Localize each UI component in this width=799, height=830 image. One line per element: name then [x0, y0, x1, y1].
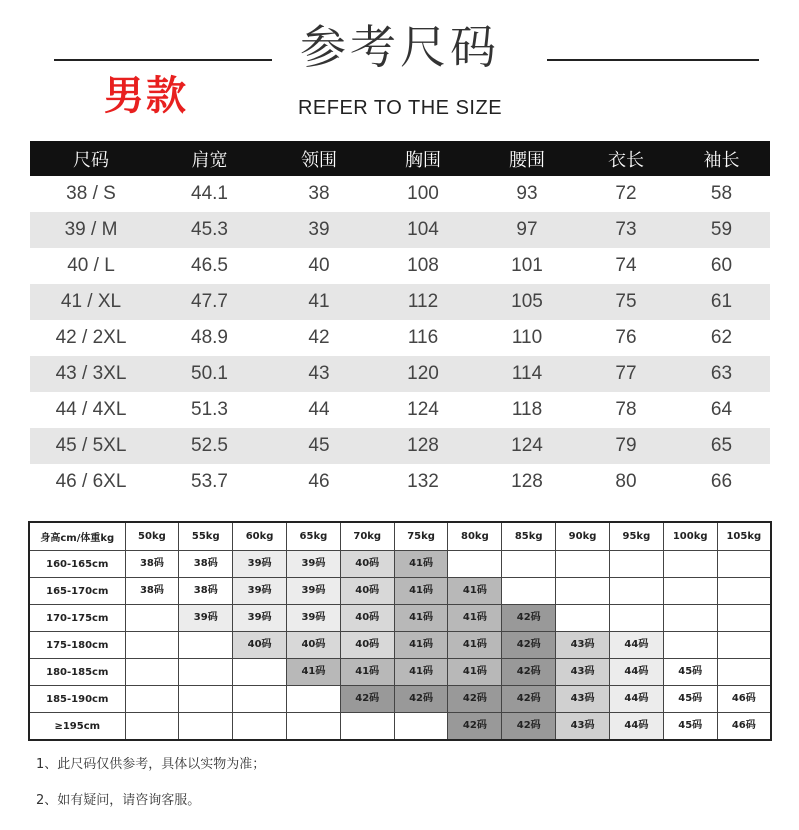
- size-cell: [340, 659, 394, 686]
- table-row: [30, 284, 770, 320]
- size-code: 43码: [556, 686, 609, 712]
- size-code: [664, 605, 717, 631]
- table-cell: 42: [308, 327, 330, 348]
- size-cell: [394, 632, 448, 659]
- size-cell: [233, 605, 287, 632]
- size-cell: [663, 605, 717, 632]
- table-cell: 73: [579, 212, 673, 248]
- weight-header: 75kg: [394, 522, 448, 551]
- table-cell: 43: [267, 356, 371, 392]
- size-code: [233, 659, 286, 685]
- column-header: 腰围: [475, 141, 579, 176]
- table-cell: 114: [475, 356, 579, 392]
- size-code: 41码: [395, 551, 448, 577]
- size-cell: [179, 632, 233, 659]
- size-code: 39码: [179, 605, 232, 631]
- size-code: [448, 551, 501, 577]
- size-code: [718, 632, 770, 658]
- table-row: [30, 392, 770, 428]
- size-cell: [448, 578, 502, 605]
- size-code: [179, 686, 232, 712]
- table-cell: 60: [710, 255, 733, 276]
- table-cell: 75: [579, 284, 673, 320]
- size-cell: [125, 632, 179, 659]
- table-cell: 44 / 4XL: [55, 399, 127, 420]
- height-label: 175-180cm: [29, 632, 125, 659]
- table-cell: 40: [308, 255, 330, 276]
- size-code: 44码: [610, 659, 663, 685]
- size-code: 41码: [448, 578, 501, 604]
- table-cell: 101: [511, 255, 543, 276]
- table-cell: 132: [407, 471, 439, 492]
- size-cell: [286, 605, 340, 632]
- corner-header: 身高cm/体重kg: [29, 522, 125, 551]
- size-cell: [717, 713, 771, 741]
- weight-header: 55kg: [179, 522, 233, 551]
- size-code: 40码: [233, 632, 286, 658]
- size-code: 41码: [395, 632, 448, 658]
- table-cell: 108: [407, 255, 439, 276]
- size-code: [179, 632, 232, 658]
- size-cell: [394, 713, 448, 741]
- size-cell: [286, 686, 340, 713]
- size-cell: [448, 659, 502, 686]
- table-row: [29, 713, 771, 741]
- size-code: 40码: [341, 632, 394, 658]
- table-cell: 118: [511, 399, 543, 420]
- size-cell: [179, 713, 233, 741]
- size-cell: [125, 605, 179, 632]
- size-cell: [179, 605, 233, 632]
- size-cell: [286, 659, 340, 686]
- size-code: 39码: [233, 578, 286, 604]
- notes: [36, 758, 265, 830]
- size-code: [395, 713, 448, 739]
- size-cell: [448, 713, 502, 741]
- size-code: 41码: [448, 659, 501, 685]
- table-cell: 65: [673, 428, 770, 464]
- weight-header: 50kg: [125, 522, 179, 551]
- size-cell: [556, 551, 610, 578]
- table-cell: 47.7: [152, 284, 267, 320]
- note-item: 1、此尺码仅供参考，具体以实物为准；: [36, 757, 266, 772]
- table-row: [29, 632, 771, 659]
- size-cell: [717, 659, 771, 686]
- size-code: [718, 659, 770, 685]
- table-row: [29, 605, 771, 632]
- size-cell: [448, 605, 502, 632]
- size-cell: [609, 686, 663, 713]
- size-cell: [502, 605, 556, 632]
- table-cell: 50.1: [152, 356, 267, 392]
- table-cell: 116: [407, 327, 439, 348]
- size-code: [126, 632, 179, 658]
- size-cell: [394, 578, 448, 605]
- size-cell: [717, 578, 771, 605]
- size-cell: [556, 578, 610, 605]
- size-code: [664, 578, 717, 604]
- column-header: 衣长: [579, 141, 673, 176]
- size-code: 42码: [502, 713, 555, 739]
- size-cell: [233, 659, 287, 686]
- page-subtitle: REFER TO THE SIZE: [297, 97, 503, 119]
- size-code: 42码: [502, 659, 555, 685]
- table-row: [30, 176, 770, 212]
- table-row: [29, 578, 771, 605]
- size-cell: [609, 578, 663, 605]
- size-code: [126, 713, 179, 739]
- table-cell: 77: [579, 356, 673, 392]
- table-cell: 58: [710, 183, 733, 204]
- size-code: 45码: [678, 693, 703, 704]
- size-code: 44码: [610, 713, 663, 739]
- height-label: 180-185cm: [29, 659, 125, 686]
- table-cell: 66: [710, 471, 733, 492]
- size-cell: [125, 659, 179, 686]
- size-cell: [125, 686, 179, 713]
- table-cell: 74: [615, 255, 637, 276]
- size-cell: [394, 551, 448, 578]
- table-cell: 97: [475, 212, 579, 248]
- size-cell: [502, 578, 556, 605]
- size-cell: [340, 551, 394, 578]
- size-cell: [179, 659, 233, 686]
- size-code: 41码: [395, 605, 448, 631]
- column-header: 尺码: [30, 141, 152, 176]
- size-code: [233, 713, 286, 739]
- table-cell: 63: [673, 356, 770, 392]
- size-cell: [448, 686, 502, 713]
- table-cell: 44.1: [191, 183, 228, 204]
- table-cell: 42 / 2XL: [55, 327, 127, 348]
- weight-header: 90kg: [556, 522, 610, 551]
- size-cell: [663, 659, 717, 686]
- table-cell: 45: [267, 428, 371, 464]
- size-cell: [286, 578, 340, 605]
- size-code: 46码: [731, 693, 756, 704]
- size-cell: [394, 686, 448, 713]
- table-cell: 44: [308, 399, 330, 420]
- table-row: [30, 428, 770, 464]
- table-cell: 45 / 5XL: [30, 428, 152, 464]
- size-code: 44码: [610, 632, 663, 658]
- size-code: 39码: [287, 578, 340, 604]
- size-cell: [340, 713, 394, 741]
- column-header: 领围: [267, 141, 371, 176]
- size-cell: [663, 578, 717, 605]
- size-code: [610, 605, 663, 631]
- size-cell: [663, 686, 717, 713]
- table-cell: 38: [308, 183, 330, 204]
- weight-height-table: [28, 521, 772, 741]
- size-code: 39码: [287, 605, 340, 631]
- table-cell: 46.5: [191, 255, 228, 276]
- size-code: 38码: [193, 585, 218, 596]
- size-code: 42码: [341, 686, 394, 712]
- table-row: [29, 659, 771, 686]
- weight-header: 65kg: [286, 522, 340, 551]
- table-cell: 38 / S: [66, 183, 116, 204]
- table-cell: 104: [371, 212, 475, 248]
- size-code: 45码: [678, 666, 703, 677]
- table-row: [29, 686, 771, 713]
- weight-header: 105kg: [717, 522, 771, 551]
- table-cell: 53.7: [191, 471, 228, 492]
- size-cell: [286, 551, 340, 578]
- size-code: 42码: [395, 686, 448, 712]
- size-cell: [502, 713, 556, 741]
- size-cell: [340, 632, 394, 659]
- size-cell: [125, 713, 179, 741]
- height-label: 165-170cm: [29, 578, 125, 605]
- weight-header: 70kg: [340, 522, 394, 551]
- table-cell: 41: [267, 284, 371, 320]
- table-cell: 76: [615, 327, 637, 348]
- height-label: 170-175cm: [29, 605, 125, 632]
- table-cell: 120: [371, 356, 475, 392]
- table-cell: 128: [511, 471, 543, 492]
- page-title: 参考尺码: [300, 20, 500, 74]
- size-code: 44码: [610, 686, 663, 712]
- size-cell: [663, 632, 717, 659]
- size-code: 43码: [556, 632, 609, 658]
- size-cell: [448, 551, 502, 578]
- size-code: 39码: [287, 551, 340, 577]
- column-header: 肩宽: [152, 141, 267, 176]
- size-cell: [286, 713, 340, 741]
- size-cell: [717, 551, 771, 578]
- size-code: [179, 659, 232, 685]
- size-cell: [717, 632, 771, 659]
- table-cell: 64: [710, 399, 733, 420]
- size-cell: [663, 551, 717, 578]
- size-code: 43码: [556, 713, 609, 739]
- table-row: [30, 320, 770, 356]
- table-cell: 59: [673, 212, 770, 248]
- table-row: [30, 212, 770, 248]
- size-code: [718, 605, 770, 631]
- table-row: [30, 356, 770, 392]
- table-cell: 72: [615, 183, 637, 204]
- size-cell: [179, 578, 233, 605]
- size-code: [502, 551, 555, 577]
- size-cell: [717, 605, 771, 632]
- table-row: [30, 464, 770, 500]
- note-item: 2、如有疑问，请咨询客服。: [36, 793, 201, 808]
- table-cell: 105: [475, 284, 579, 320]
- size-cell: [556, 632, 610, 659]
- table-cell: 46 / 6XL: [55, 471, 127, 492]
- size-cell: [556, 686, 610, 713]
- size-code: [126, 686, 179, 712]
- size-cell: [233, 578, 287, 605]
- size-cell: [340, 686, 394, 713]
- size-cell: [394, 605, 448, 632]
- size-cell: [663, 713, 717, 741]
- table-cell: 40 / L: [67, 255, 115, 276]
- weight-table-header: [29, 522, 771, 551]
- size-cell: [556, 605, 610, 632]
- size-code: [233, 686, 286, 712]
- table-cell: 124: [407, 399, 439, 420]
- table-cell: 52.5: [152, 428, 267, 464]
- size-code: 42码: [502, 686, 555, 712]
- weight-header: 80kg: [448, 522, 502, 551]
- size-code: 38码: [139, 558, 164, 569]
- table-cell: 128: [371, 428, 475, 464]
- size-table: [30, 141, 770, 500]
- table-cell: 45.3: [152, 212, 267, 248]
- size-code: [610, 551, 663, 577]
- size-cell: [125, 578, 179, 605]
- table-cell: 48.9: [191, 327, 228, 348]
- size-code: [287, 713, 340, 739]
- size-code: [664, 551, 717, 577]
- size-code: 42码: [448, 686, 501, 712]
- size-code: 40码: [341, 551, 394, 577]
- size-code: 38码: [139, 585, 164, 596]
- size-code: [126, 605, 179, 631]
- size-code: 45码: [678, 720, 703, 731]
- size-code: 43码: [556, 659, 609, 685]
- size-cell: [448, 632, 502, 659]
- size-code: 46码: [731, 720, 756, 731]
- table-row: [30, 248, 770, 284]
- title-line-left: [54, 59, 272, 61]
- table-cell: 62: [710, 327, 733, 348]
- size-code: [718, 578, 770, 604]
- size-cell: [609, 551, 663, 578]
- size-code: 41码: [395, 659, 448, 685]
- size-cell: [502, 659, 556, 686]
- table-cell: 39: [267, 212, 371, 248]
- size-code: 41码: [395, 578, 448, 604]
- size-code: [556, 551, 609, 577]
- table-cell: 93: [516, 183, 538, 204]
- size-cell: [340, 605, 394, 632]
- size-cell: [502, 551, 556, 578]
- size-cell: [502, 632, 556, 659]
- size-code: [556, 578, 609, 604]
- size-code: 42码: [448, 713, 501, 739]
- size-cell: [556, 713, 610, 741]
- table-cell: 78: [615, 399, 637, 420]
- size-cell: [233, 632, 287, 659]
- table-cell: 79: [579, 428, 673, 464]
- height-label: ≥195cm: [29, 713, 125, 741]
- size-cell: [609, 632, 663, 659]
- table-cell: 39 / M: [30, 212, 152, 248]
- size-code: [341, 713, 394, 739]
- size-code: [179, 713, 232, 739]
- size-code: 40码: [287, 632, 340, 658]
- height-label: 160-165cm: [29, 551, 125, 578]
- size-cell: [179, 686, 233, 713]
- size-code: [718, 551, 770, 577]
- size-code: [664, 632, 717, 658]
- size-code: [502, 578, 555, 604]
- size-cell: [502, 686, 556, 713]
- size-code: 41码: [448, 605, 501, 631]
- size-cell: [233, 551, 287, 578]
- size-cell: [609, 659, 663, 686]
- size-cell: [233, 713, 287, 741]
- size-table-header: [30, 141, 770, 176]
- size-code: 40码: [341, 578, 394, 604]
- size-code: 41码: [341, 659, 394, 685]
- size-cell: [609, 605, 663, 632]
- table-cell: 100: [407, 183, 439, 204]
- size-cell: [125, 551, 179, 578]
- size-cell: [556, 659, 610, 686]
- size-code: [126, 659, 179, 685]
- size-code: [287, 686, 340, 712]
- table-cell: 124: [475, 428, 579, 464]
- size-code: 41码: [287, 659, 340, 685]
- table-cell: 61: [673, 284, 770, 320]
- table-cell: 110: [511, 327, 543, 348]
- table-cell: 43 / 3XL: [30, 356, 152, 392]
- weight-header: 95kg: [609, 522, 663, 551]
- weight-header: 85kg: [502, 522, 556, 551]
- size-cell: [717, 686, 771, 713]
- size-code: 40码: [341, 605, 394, 631]
- size-code: 42码: [502, 632, 555, 658]
- column-header: 袖长: [673, 141, 770, 176]
- title-line-right: [547, 59, 759, 61]
- size-code: [610, 578, 663, 604]
- size-cell: [179, 551, 233, 578]
- size-code: 42码: [502, 605, 555, 631]
- table-cell: 51.3: [191, 399, 228, 420]
- table-cell: 46: [308, 471, 330, 492]
- height-label: 185-190cm: [29, 686, 125, 713]
- size-code: 41码: [448, 632, 501, 658]
- size-code: 39码: [233, 551, 286, 577]
- table-cell: 80: [615, 471, 637, 492]
- gender-label: 男款: [104, 73, 188, 119]
- column-header: 胸围: [371, 141, 475, 176]
- weight-header: 60kg: [233, 522, 287, 551]
- table-row: [29, 551, 771, 578]
- size-cell: [609, 713, 663, 741]
- size-cell: [394, 659, 448, 686]
- weight-header: 100kg: [663, 522, 717, 551]
- size-cell: [233, 686, 287, 713]
- table-cell: 112: [371, 284, 475, 320]
- size-code: 38码: [193, 558, 218, 569]
- table-cell: 41 / XL: [30, 284, 152, 320]
- size-cell: [286, 632, 340, 659]
- size-cell: [340, 578, 394, 605]
- size-code: [556, 605, 609, 631]
- size-code: 39码: [233, 605, 286, 631]
